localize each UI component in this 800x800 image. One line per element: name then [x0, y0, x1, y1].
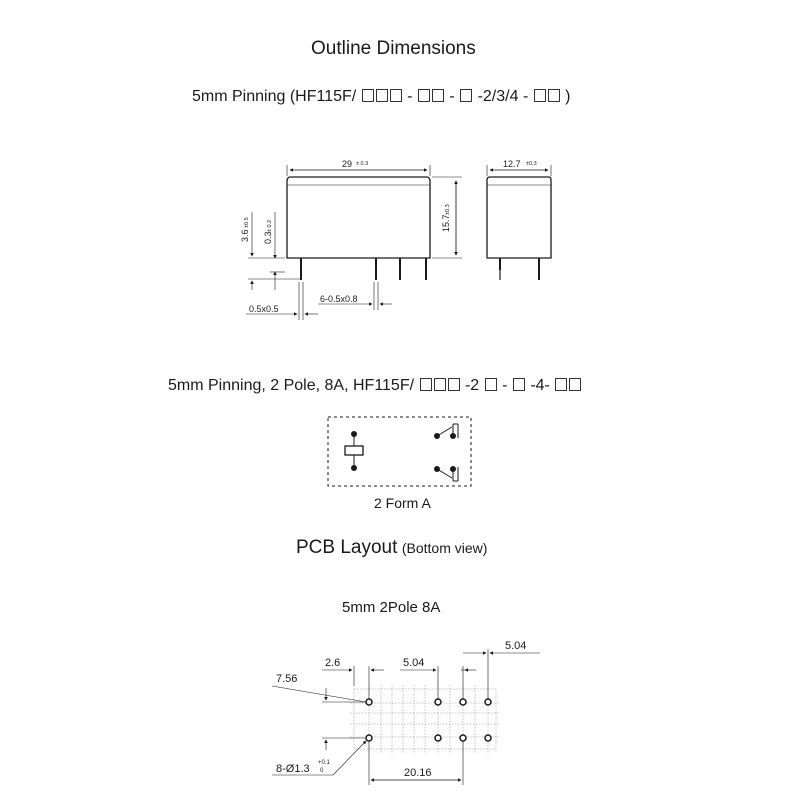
- pin-len-label: 3.6: [240, 229, 250, 242]
- height-label: 15.7: [441, 214, 451, 232]
- pcb-title: PCB Layout (Bottom view): [296, 537, 488, 558]
- pcb-hole: [485, 735, 491, 741]
- pcb-labels: [276, 640, 526, 779]
- pin-size-label: 0.5x0.5: [249, 304, 279, 314]
- pin-pitch-label: 6-0.5x0.8: [320, 294, 358, 304]
- pin-thk-tol: ± 0.2: [267, 219, 273, 232]
- hole-label: 8-Ø1.3: [276, 763, 310, 775]
- pcb-hole: [460, 735, 466, 741]
- pcb-variant: 5mm 2Pole 8A: [342, 599, 441, 616]
- pin-len-tol: ±0.5: [244, 217, 250, 228]
- hole-tol-plus: +0.1: [318, 760, 330, 766]
- pinning-subtitle: 5mm Pinning (HF115F/ - - -2/3/4 - ): [192, 88, 571, 105]
- side-view-labels: [503, 159, 537, 169]
- pcb-grid: [350, 685, 500, 753]
- dim-total: 20.16: [404, 767, 432, 779]
- side-width-tol: ±0.3: [526, 161, 537, 167]
- pcb-layout: [272, 640, 540, 785]
- pcb-hole: [435, 699, 441, 705]
- dim-pitch-right: 5.04: [505, 640, 527, 652]
- schematic-2-form-a: [328, 417, 471, 486]
- pcb-hole: [435, 735, 441, 741]
- pcb-hole: [460, 699, 466, 705]
- pcb-hole: [366, 735, 372, 741]
- pin-thk-label: 0.3: [263, 231, 273, 244]
- dim-pitch-mid: 5.04: [403, 657, 425, 669]
- height-tol: ±0.3: [445, 204, 451, 215]
- width-tol: ± 0.3: [356, 161, 369, 167]
- schematic-caption: 2 Form A: [374, 495, 431, 511]
- dim-left-offset: 2.6: [325, 657, 341, 669]
- pcb-holes: [366, 699, 491, 741]
- variant-subtitle: 5mm Pinning, 2 Pole, 8A, HF115F/ -2 - -4-: [168, 377, 582, 395]
- front-view-labels: [240, 159, 451, 314]
- pcb-dimensions: [272, 649, 540, 785]
- side-width-label: 12.7: [503, 159, 521, 169]
- relay-side-view: [487, 165, 551, 280]
- pcb-hole: [366, 699, 372, 705]
- hole-tol-minus: 0: [320, 768, 324, 774]
- subtitle-prefix: 5mm Pinning (HF115F/: [192, 88, 357, 105]
- dim-row-spacing: 7.56: [276, 673, 298, 685]
- pcb-hole: [485, 699, 491, 705]
- width-label: 29: [342, 159, 353, 169]
- page-title: Outline Dimensions: [311, 38, 476, 59]
